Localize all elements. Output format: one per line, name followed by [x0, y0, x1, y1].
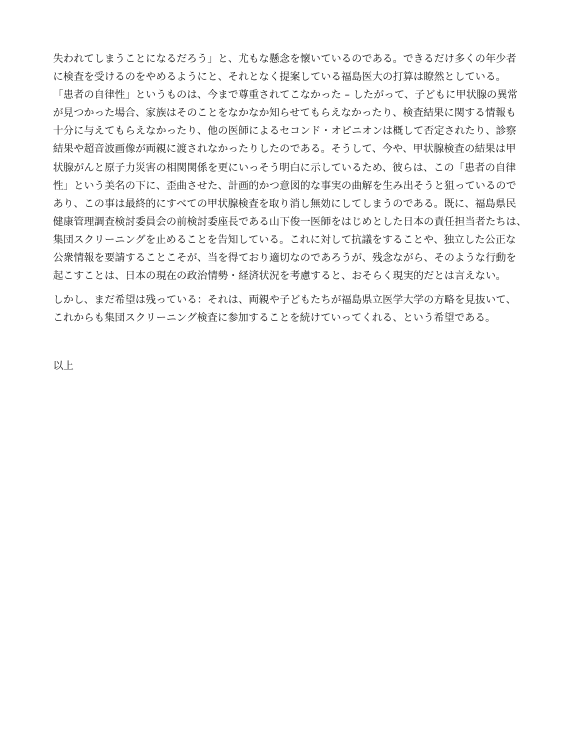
text-line: 集団スクリーニングを止めることを告知している。これに対して抗議をすることや、独立した公正な: [53, 233, 516, 246]
text-line: 公衆情報を要請することこそが、当を得ており適切なのであろうが、残念ながら、そのような行動を: [53, 252, 517, 265]
text-line: 健康管理調査検討委員会の前検討委座長である山下俊一医師をはじめとした日本の責任担当者たちは、: [53, 215, 527, 228]
document-page: [53, 50, 533, 376]
text-line: 性」という美名の下に、歪曲させた、計画的かつ意図的な事実の曲解を生み出そうと狙っているので: [53, 179, 517, 192]
text-line: 起こすことは、日本の現在の政治情勢・経済状況を考慮すると、おそらく現実的だとは言えない。: [53, 270, 507, 283]
text-line: しかし、まだ希望は残っている：それは、両親や子どもたちが福島県立医学大学の方略を見抜いて、: [53, 294, 517, 307]
text-line: 状腺がんと原子力災害の相関関係を更にいっそう明白に示しているため、彼らは、この「患者の自律: [53, 161, 516, 174]
text-line: 「患者の自律性」というものは、今まで尊重されてこなかった – したがって、子どもに甲状腺の異常: [53, 89, 518, 102]
text-line: が見つかった場合、家族はそのことをなかなか知らせてもらえなかったり、検査結果に関する情報も: [53, 107, 517, 120]
text-line: これからも集団スクリーニング検査に参加することを続けていってくれる、という希望である。: [53, 312, 496, 325]
body-paragraph-1: [53, 50, 533, 285]
text-line: あり、この事は最終的にすべての甲状腺検査を取り消し無効にしてしまうのである。既に、福島県民: [53, 197, 517, 210]
text-line: に検査を受けるのをやめるようにと、それとなく提案している福島医大の打算は瞭然としている。: [53, 71, 507, 84]
closing-spacer: [53, 327, 533, 357]
text-line: 失われてしまうことになるだろう」と、尤もな懸念を懐いているのである。できるだけ多くの年少者: [53, 53, 517, 65]
text-line: 十分に与えてもらえなかったり、他の医師によるセコンド・オピニオンは概して否定されたり、診察: [53, 125, 517, 138]
text-line: 結果や超音波画像が両親に渡されなかったりしたのである。そうして、今や、甲状腺検査の結果は甲: [53, 143, 516, 156]
closing-text: 以上: [53, 360, 74, 373]
body-paragraph-2: [53, 291, 533, 327]
